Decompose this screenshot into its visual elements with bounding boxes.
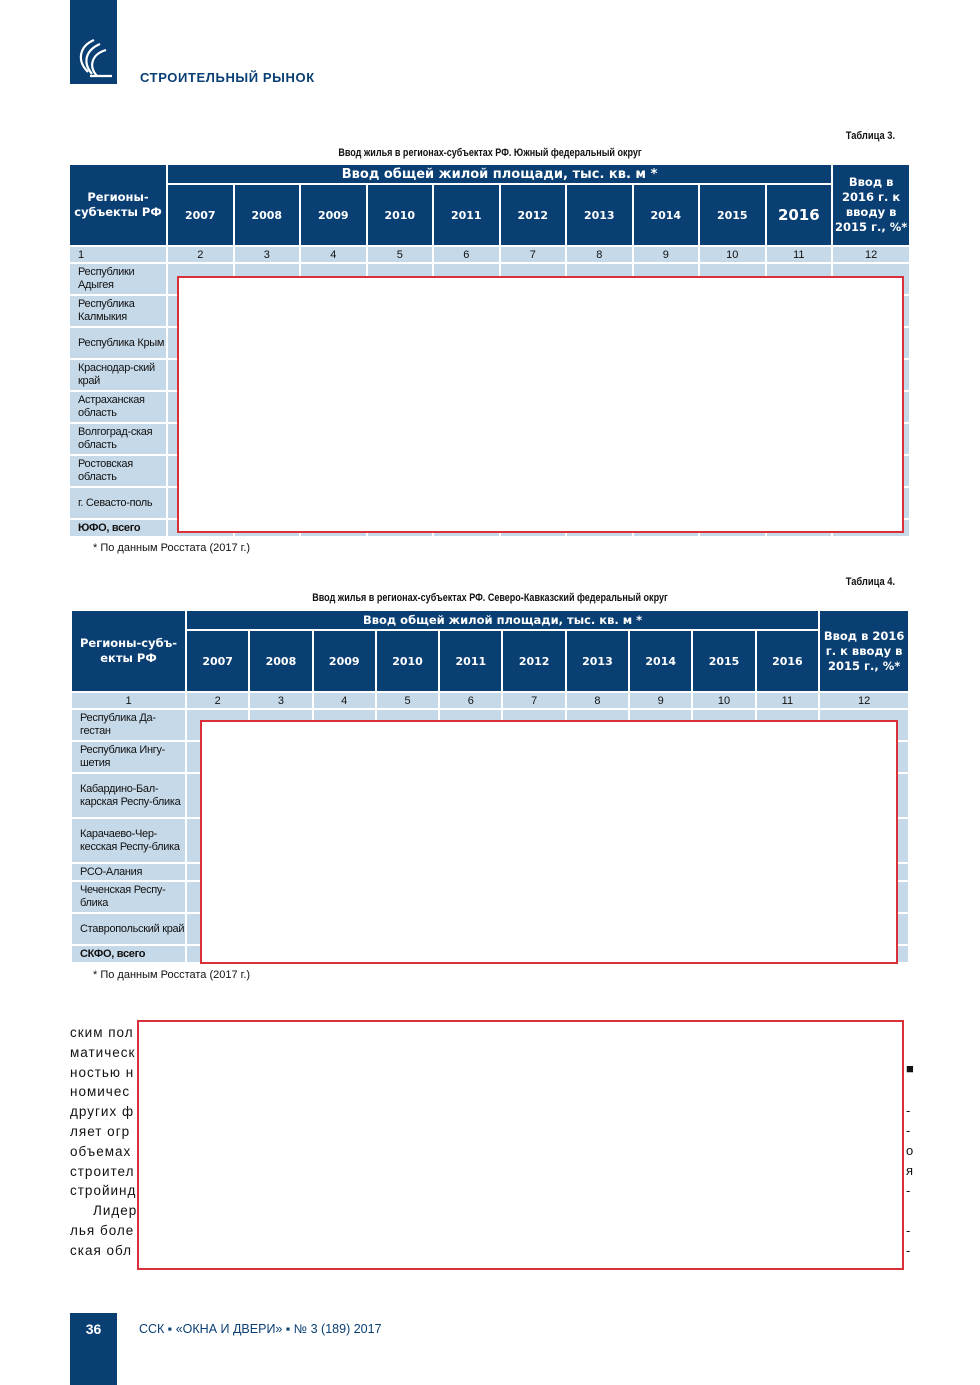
body-text-fragment: о <box>906 1143 914 1158</box>
header-year: 2013 <box>567 185 632 245</box>
column-number: 1 <box>72 693 185 708</box>
body-text-line: номичес <box>70 1084 131 1100</box>
column-number: 5 <box>377 693 438 708</box>
column-number: 4 <box>314 693 375 708</box>
region-name: Кабардино-Бал-карская Респу-блика <box>72 774 185 817</box>
table-caption: Ввод жилья в регионах-субъектах РФ. Северо-Кавказский федеральный округ <box>312 592 668 604</box>
body-text-line: Лидер <box>93 1203 138 1219</box>
column-number: 12 <box>820 693 908 708</box>
redacted-region <box>137 1020 904 1270</box>
region-name: Республики Адыгея <box>70 264 166 294</box>
column-number: 7 <box>501 247 566 262</box>
header-year: 2008 <box>235 185 300 245</box>
body-text-line: ляет огр <box>70 1124 131 1139</box>
column-number: 1 <box>70 247 166 262</box>
region-name: Чеченская Респу-блика <box>72 882 185 912</box>
body-text-fragment: - <box>906 1243 911 1258</box>
magazine-logo-icon <box>70 0 117 84</box>
region-name: Республика Крым <box>70 328 166 358</box>
header-year: 2013 <box>567 631 628 691</box>
body-text-line: ская обл <box>70 1242 133 1258</box>
header-year: 2016 <box>757 631 818 691</box>
region-name: РСО-Алания <box>72 864 185 880</box>
column-number: 2 <box>168 247 233 262</box>
header-year: 2015 <box>700 185 765 245</box>
body-text-line: матическ <box>70 1044 136 1060</box>
region-name: Республика Ингу-шетия <box>72 742 185 772</box>
header-year: 2014 <box>630 631 691 691</box>
header-year: 2009 <box>301 185 366 245</box>
region-name: Ставропольский край <box>72 914 185 944</box>
body-text-line: лья боле <box>70 1223 135 1238</box>
column-number: 10 <box>700 247 765 262</box>
table-number: Таблица 3. <box>845 130 895 142</box>
page-number: 36 <box>85 1321 102 1337</box>
region-name: Волгоград-ская область <box>70 424 166 454</box>
header-region: Регионы-субъекты РФ <box>70 165 166 245</box>
region-name: г. Севасто-поль <box>70 488 166 518</box>
footer-publication: ССК ▪ «ОКНА И ДВЕРИ» ▪ № 3 (189) 2017 <box>139 1322 382 1336</box>
column-number: 3 <box>235 247 300 262</box>
header-region: Регионы-субъ-екты РФ <box>72 611 185 691</box>
header-year: 2010 <box>368 185 433 245</box>
header-group: Ввод общей жилой площади, тыс. кв. м * <box>168 165 831 183</box>
body-text-line: других ф <box>70 1104 135 1120</box>
region-name: ЮФО, всего <box>70 520 166 536</box>
column-number: 9 <box>634 247 699 262</box>
table-caption: Ввод жилья в регионах-субъектах РФ. Южный федеральный округ <box>338 147 642 159</box>
header-year: 2011 <box>434 185 499 245</box>
body-text-fragment: я <box>906 1163 914 1178</box>
column-number: 10 <box>693 693 754 708</box>
body-text-line: строител <box>70 1163 135 1179</box>
redacted-region <box>177 276 904 533</box>
column-number: 9 <box>630 693 691 708</box>
region-name: СКФО, всего <box>72 946 185 962</box>
column-number: 8 <box>567 693 628 708</box>
header-year: 2016 <box>767 185 832 245</box>
header-year: 2007 <box>187 631 248 691</box>
column-number: 12 <box>833 247 909 262</box>
body-text-line: объемах <box>70 1143 132 1159</box>
region-name: Карачаево-Чер-кесская Респу-блика <box>72 819 185 862</box>
redacted-region <box>200 720 898 964</box>
section-title: СТРОИТЕЛЬНЫЙ РЫНОК <box>140 70 315 85</box>
header-year: 2012 <box>501 185 566 245</box>
header-year: 2011 <box>440 631 501 691</box>
header-logo-block <box>70 0 117 84</box>
header-year: 2014 <box>634 185 699 245</box>
column-number: 11 <box>757 693 818 708</box>
column-number: 3 <box>250 693 311 708</box>
column-number: 6 <box>440 693 501 708</box>
body-text-fragment: ■ <box>906 1061 914 1076</box>
column-number: 4 <box>301 247 366 262</box>
column-number: 8 <box>567 247 632 262</box>
column-number: 7 <box>503 693 564 708</box>
header-year: 2009 <box>314 631 375 691</box>
header-year: 2012 <box>503 631 564 691</box>
header-year: 2015 <box>693 631 754 691</box>
column-number: 6 <box>434 247 499 262</box>
table-note: * По данным Росстата (2017 г.) <box>93 969 251 981</box>
header-year: 2010 <box>377 631 438 691</box>
table-number: Таблица 4. <box>845 576 895 588</box>
region-name: Астраханская область <box>70 392 166 422</box>
region-name: Ростовская область <box>70 456 166 486</box>
body-text-fragment: - <box>906 1123 911 1138</box>
body-text-fragment: - <box>906 1223 911 1238</box>
region-name: Республика Да-гестан <box>72 710 185 740</box>
body-text-fragment: - <box>906 1103 911 1118</box>
column-number: 5 <box>368 247 433 262</box>
header-year: 2008 <box>250 631 311 691</box>
body-text-line: ностью н <box>70 1064 135 1080</box>
table-note: * По данным Росстата (2017 г.) <box>93 542 251 554</box>
header-year: 2007 <box>168 185 233 245</box>
region-name: Республика Калмыкия <box>70 296 166 326</box>
body-text-line: ским пол <box>70 1025 134 1040</box>
header-change: Ввод в 2016 г. к вводу в 2015 г., %* <box>833 165 909 245</box>
column-number: 2 <box>187 693 248 708</box>
body-text-line: стройинд <box>70 1183 137 1199</box>
body-text-fragment: - <box>906 1183 911 1198</box>
header-change: Ввод в 2016 г. к вводу в 2015 г., %* <box>820 611 908 691</box>
header-group: Ввод общей жилой площади, тыс. кв. м * <box>187 611 818 629</box>
region-name: Краснодар-ский край <box>70 360 166 390</box>
footer-block <box>70 1313 117 1385</box>
column-number: 11 <box>767 247 832 262</box>
